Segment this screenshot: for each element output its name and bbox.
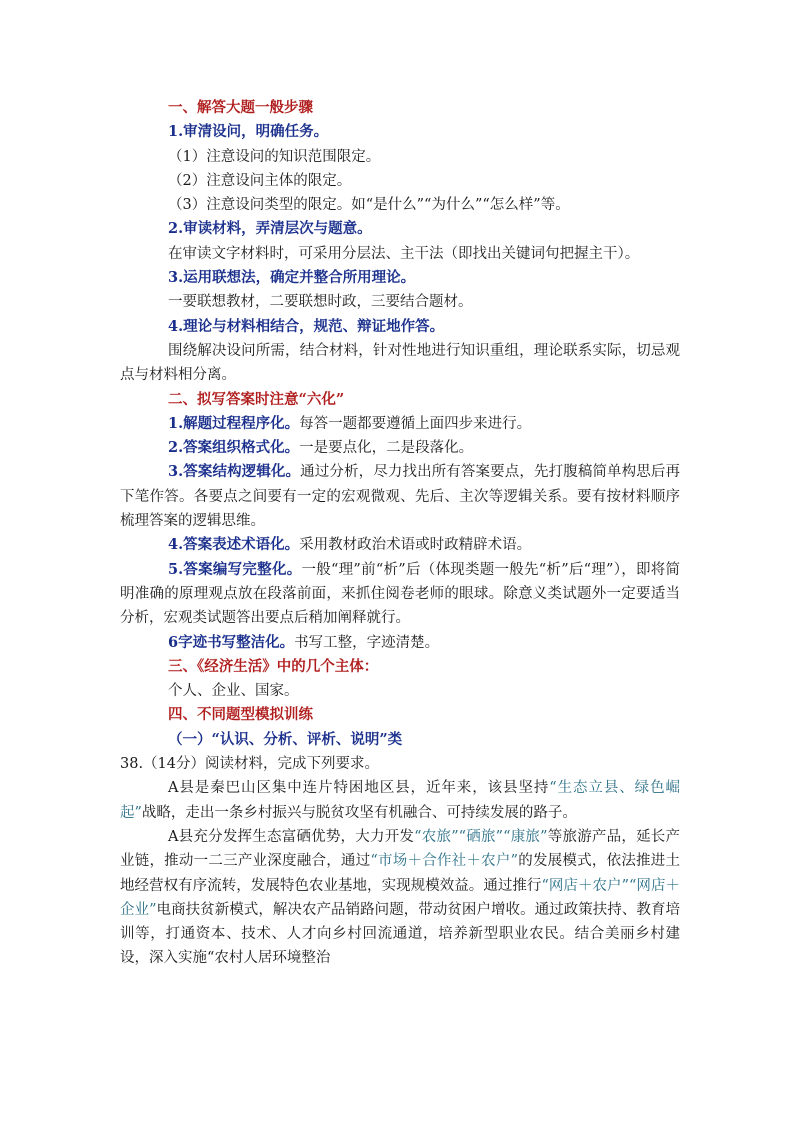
question-38-text: 38.（14分）阅读材料，完成下列要求。 — [120, 756, 380, 773]
step-2-title: 2.审读材料，弄清层次与题意。 — [168, 220, 372, 238]
material-paragraph-2 — [120, 825, 680, 971]
step-1-item-c: （3）注意设问类型的限定。如“是什么”“为什么”“怎么样”等。 — [168, 197, 570, 214]
question-38-heading — [120, 752, 680, 776]
step-1-title: 1.审清设问，明确任务。 — [168, 123, 329, 141]
rule-4-body: 采用教材政治术语或时政精辟术语。 — [299, 537, 532, 554]
rule-4 — [120, 533, 680, 557]
rule-2-body: 一是要点化，二是段落化。 — [299, 440, 474, 457]
section-1-title: 一、解答大题一般步骤 — [168, 99, 313, 116]
material-text: A县是秦巴山区集中连片特困地区县，近年来，该县坚持 — [168, 780, 550, 797]
section-3-title: 三、《经济生活》中的几个主体： — [168, 657, 379, 675]
rule-3-body: 通过分析，尽力找出所有答案要点，先打腹稿简单构思后再下笔作答。各要点之间要有一定的宏观微观、先后、主次等逻辑关系。要有按材料顺序梳理答案的逻辑思维。 — [120, 464, 681, 530]
rule-4-title: 4.答案表述术语化。 — [168, 536, 300, 554]
material-text: 电商扶贫新模式，解决农产品销路问题，带动贫困户增收。通过政策扶持、教育培训等，打通资本、技术、人才向乡村回流通道，培养新型职业农民。结合美丽乡村建设，深入实施“农村人居环境整治 — [120, 901, 680, 967]
rule-2 — [120, 436, 680, 460]
section-2-title: 二、拟写答案时注意“六化” — [168, 390, 345, 408]
rule-3-title: 3.答案结构逻辑化。 — [168, 463, 301, 481]
rule-5-body: 一般“理”前“析”后（体现类题一般先“析”后“理”），即将简明准确的原理观点放在段落前面，来抓住阅卷老师的眼球。除意义类试题外一定要适当分析，宏观类试题答出要点后稍加阐释就行。 — [120, 561, 680, 627]
section-4-subtitle: （一）“认识、分析、评析、说明”类 — [168, 730, 403, 748]
section-4-title: 四、不同题型模拟训练 — [168, 706, 313, 724]
material-text: 战略，走出一条乡村振兴与脱贫攻坚有机融合、可持续发展的路子。 — [141, 804, 577, 821]
material-paragraph-1 — [120, 776, 680, 825]
step-2-body: 在审读文字材料时，可采用分层法、主干法（即找出关键词句把握主干）。 — [168, 245, 640, 262]
step-3-body: 一要联想教材，二要联想时政，三要结合题材。 — [168, 294, 473, 311]
rule-2-title: 2.答案组织格式化。 — [168, 439, 300, 457]
rule-5-title: 5.答案编写完整化。 — [168, 560, 302, 578]
material-text: 等旅游产品，延长产业链，推动一二三产业深度融合，通过 — [120, 828, 680, 870]
rule-6-body: 书写工整，字迹清楚。 — [294, 634, 440, 651]
step-3-title: 3.运用联想法，确定并整合所用理论。 — [168, 269, 416, 287]
rule-6-title: 6字迹书写整洁化。 — [168, 633, 295, 651]
rule-6 — [120, 631, 680, 655]
material-text: A县充分发挥生态富硒优势，大力开发 — [168, 828, 415, 845]
material-text: 的发展模式，依法推进土地经营权有序流转，发展特色农业基地，实现规模效益。通过推行 — [120, 853, 681, 894]
material-highlight: “市场＋合作社＋农户” — [370, 853, 518, 870]
step-4-body: 围绕解决设问所需，结合材料，针对性地进行知识重组，理论联系实际，切忌观点与材料相分离。 — [120, 342, 680, 384]
step-1-item-a: （1）注意设问的知识范围限定。 — [168, 148, 381, 165]
rule-1-body: 每答一题都要遵循上面四步来进行。 — [299, 415, 532, 432]
material-highlight: “农旅”“硒旅”“康旅” — [414, 828, 548, 845]
rule-1 — [120, 412, 680, 436]
document-page — [120, 96, 680, 971]
step-1-item-b: （2）注意设问主体的限定。 — [168, 172, 352, 189]
step-4-title: 4.理论与材料相结合，规范、辩证地作答。 — [168, 317, 445, 335]
rule-3 — [120, 460, 680, 533]
section-3-body: 个人、企业、国家。 — [168, 683, 299, 700]
rule-1-title: 1.解题过程程序化。 — [168, 414, 300, 432]
material-highlight: “生态立县、绿色崛起” — [120, 780, 680, 821]
material-highlight: “网店＋农户”“网店＋企业” — [120, 877, 680, 918]
rule-5 — [120, 558, 680, 631]
